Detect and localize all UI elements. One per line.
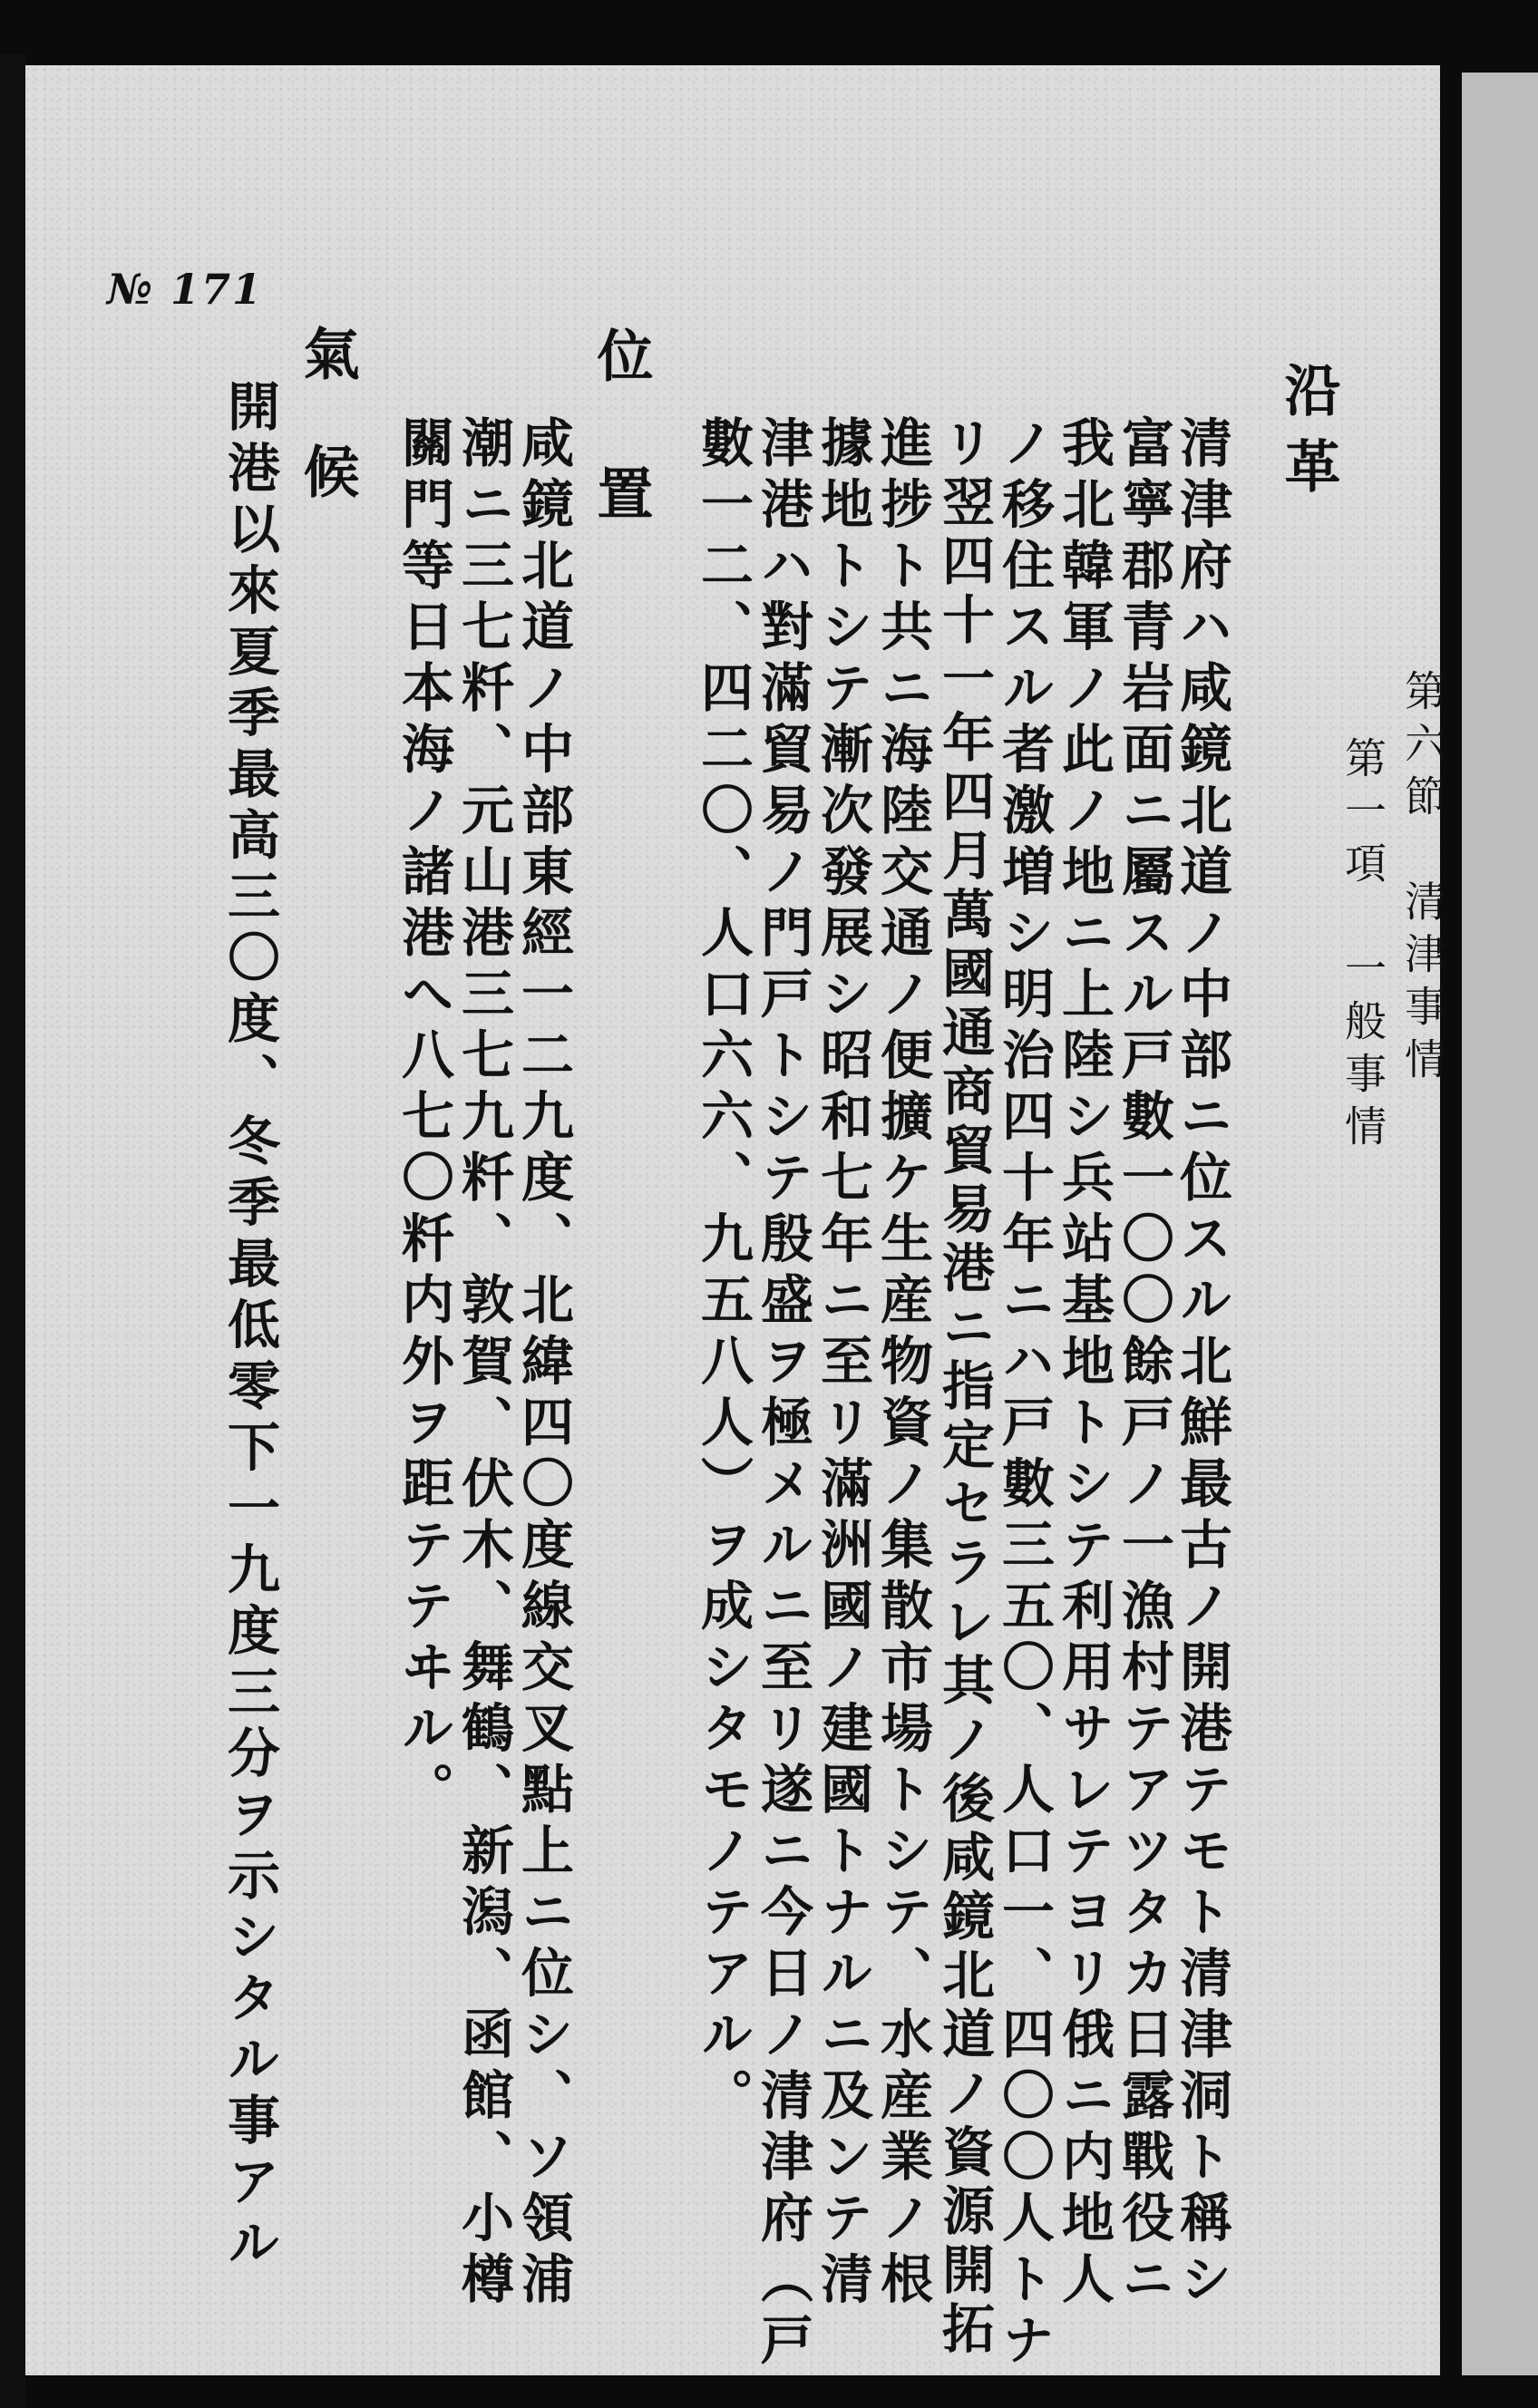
body-line: 進捗ト共ニ海陸交通ノ便擴ケ生産物資ノ集散市場トシテ、水産業ノ根 — [871, 415, 933, 2313]
body-line: 潮ニ三七粁、元山港三七九粁、敦賀、伏木、舞鶴、新潟、函館、小樽 — [453, 415, 514, 2313]
body-line: 數一二、四二〇、人口六六、九五八人）ヲ成シタモノテアル。 — [692, 415, 754, 2129]
heading-enkaku: 沿革 — [1275, 361, 1341, 513]
body-line: ノ移住スル者激増シ明治四十年ニハ戸數三五〇、人口一、四〇〇人トナ — [993, 415, 1055, 2374]
item-title: 第一項 一般事情 — [1338, 736, 1387, 1157]
heading-kikou: 氣候 — [294, 325, 360, 560]
section-title: 第六節 清津事情 — [1398, 669, 1447, 1090]
body-line: 我北韓軍ノ此ノ地ニ上陸シ兵站基地トシテ利用サレテヨリ俄ニ内地人 — [1053, 415, 1115, 2313]
body-line: 清津府ハ咸鏡北道ノ中部ニ位スル北鮮最古ノ開港テモト清津洞ト稱シ — [1171, 415, 1232, 2313]
body-line: 關門等日本海ノ諸港へ八七〇粁内外ヲ距テテヰル。 — [393, 415, 454, 1823]
heading-ichi: 位置 — [588, 326, 654, 602]
body-line: 富寧郡青岩面ニ屬スル戸數一〇〇餘戸ノ一漁村テアツタカ日露戰役ニ — [1113, 415, 1174, 2313]
body-line: 津港ハ對滿貿易ノ門戸トシテ殷盛ヲ極メルニ至リ遂ニ今日ノ清津府（戸 — [752, 415, 813, 2374]
body-line: 據地トシテ漸次發展シ昭和七年ニ至リ滿洲國ノ建國トナルニ及ンテ清 — [812, 415, 873, 2313]
book-gutter — [0, 54, 25, 2408]
body-line: 咸鏡北道ノ中部東經一二九度、北緯四〇度線交叉點上ニ位シ、ソ領浦 — [512, 415, 574, 2313]
page-number: № 171 — [107, 265, 264, 314]
body-line: リ翌四十一年四月萬國通商貿易港ニ指定セラレ其ノ後咸鏡北道ノ資源開拓 — [933, 415, 995, 2360]
adjacent-page-edge — [1462, 73, 1538, 2375]
body-line: 開港以來夏季最高三〇度、冬季最低零下一九度三分ヲ示シタル事アル — [219, 379, 280, 2277]
